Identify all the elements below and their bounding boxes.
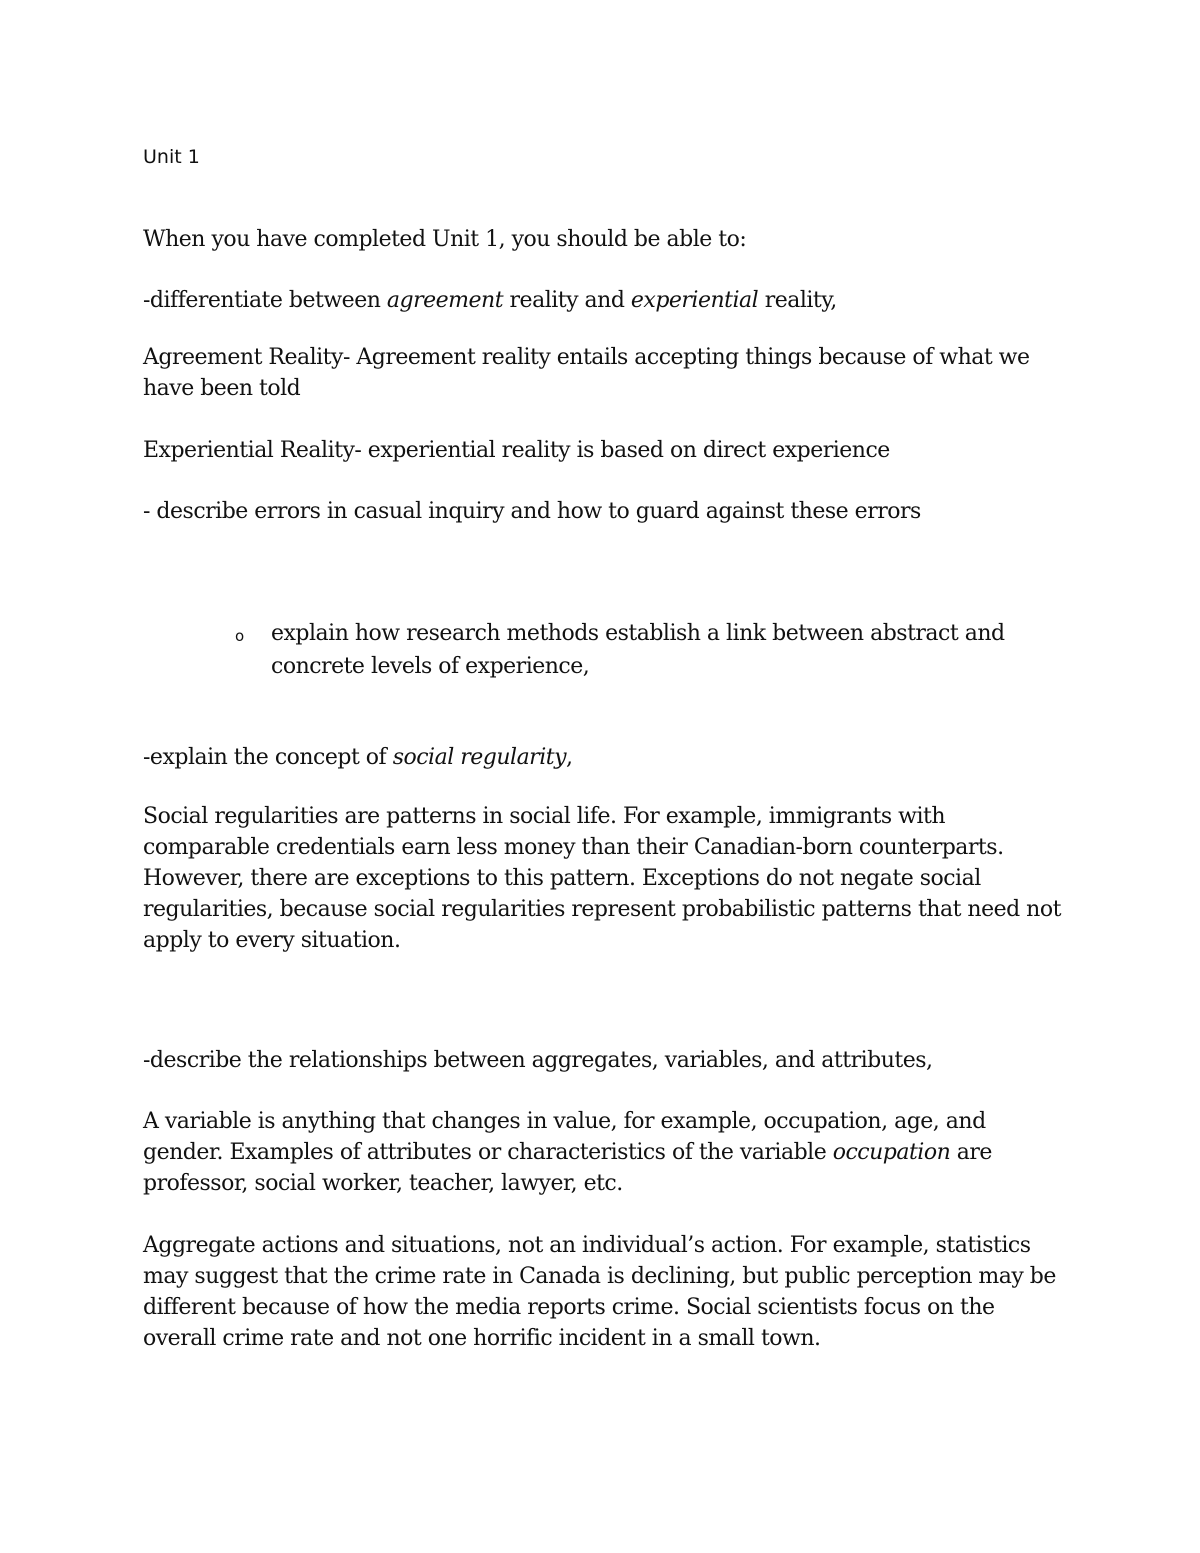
term-occupation: occupation [832,1140,951,1165]
objective-differentiate-prefix: -differentiate between [143,288,387,313]
variable-paragraph [143,1106,1063,1199]
social-regularities-paragraph: Social regularities are patterns in social life. For example, immigrants with comparable credentials earn less money than their Canadian-born counterparts. However, there are exceptions to this pattern. Exceptions do not negate social regularities, because social regularities represent probabilistic patterns that need not apply to every situation. [143,804,1061,953]
objective-social-regularity-prefix: -explain the concept of [143,745,393,770]
objective-aggregates: -describe the relationships between aggregates, variables, and attributes, [143,1048,933,1073]
variable-paragraph-suffix: are professor, social worker, teacher, lawyer, etc. [143,1140,992,1196]
objective-social-regularity-suffix: , [566,745,573,770]
objective-social-regularity [143,742,1063,773]
bullet-text: explain how research methods establish a link between abstract and concrete levels of experience, [271,621,1005,679]
experiential-reality-definition: Experiential Reality- experiential reality is based on direct experience [143,438,890,463]
variable-paragraph-prefix: A variable is anything that changes in value, for example, occupation, age, and gender. Examples of attributes or characteristics of the variable [143,1109,986,1165]
term-social-regularity: social regularity [392,745,567,770]
agreement-reality-definition: Agreement Reality- Agreement reality entails accepting things because of what we have been told [143,345,1030,401]
objective-differentiate-suffix: reality, [758,288,837,313]
bullet-marker: o [235,627,245,645]
objective-differentiate-middle: reality and [503,288,631,313]
objective-describe-errors: - describe errors in casual inquiry and how to guard against these errors [143,499,921,524]
term-agreement: agreement [386,288,504,313]
aggregate-paragraph: Aggregate actions and situations, not an individual’s action. For example, statistics may suggest that the crime rate in Canada is declining, but public perception may be different because of how the media reports crime. Social scientists focus on the overall crime rate and not one horrific incident in a small town. [143,1233,1056,1351]
term-experiential: experiential [630,288,759,313]
intro-paragraph: When you have completed Unit 1, you should be able to: [143,227,747,252]
unit-heading: Unit 1 [143,146,200,168]
objective-differentiate [143,285,1063,316]
